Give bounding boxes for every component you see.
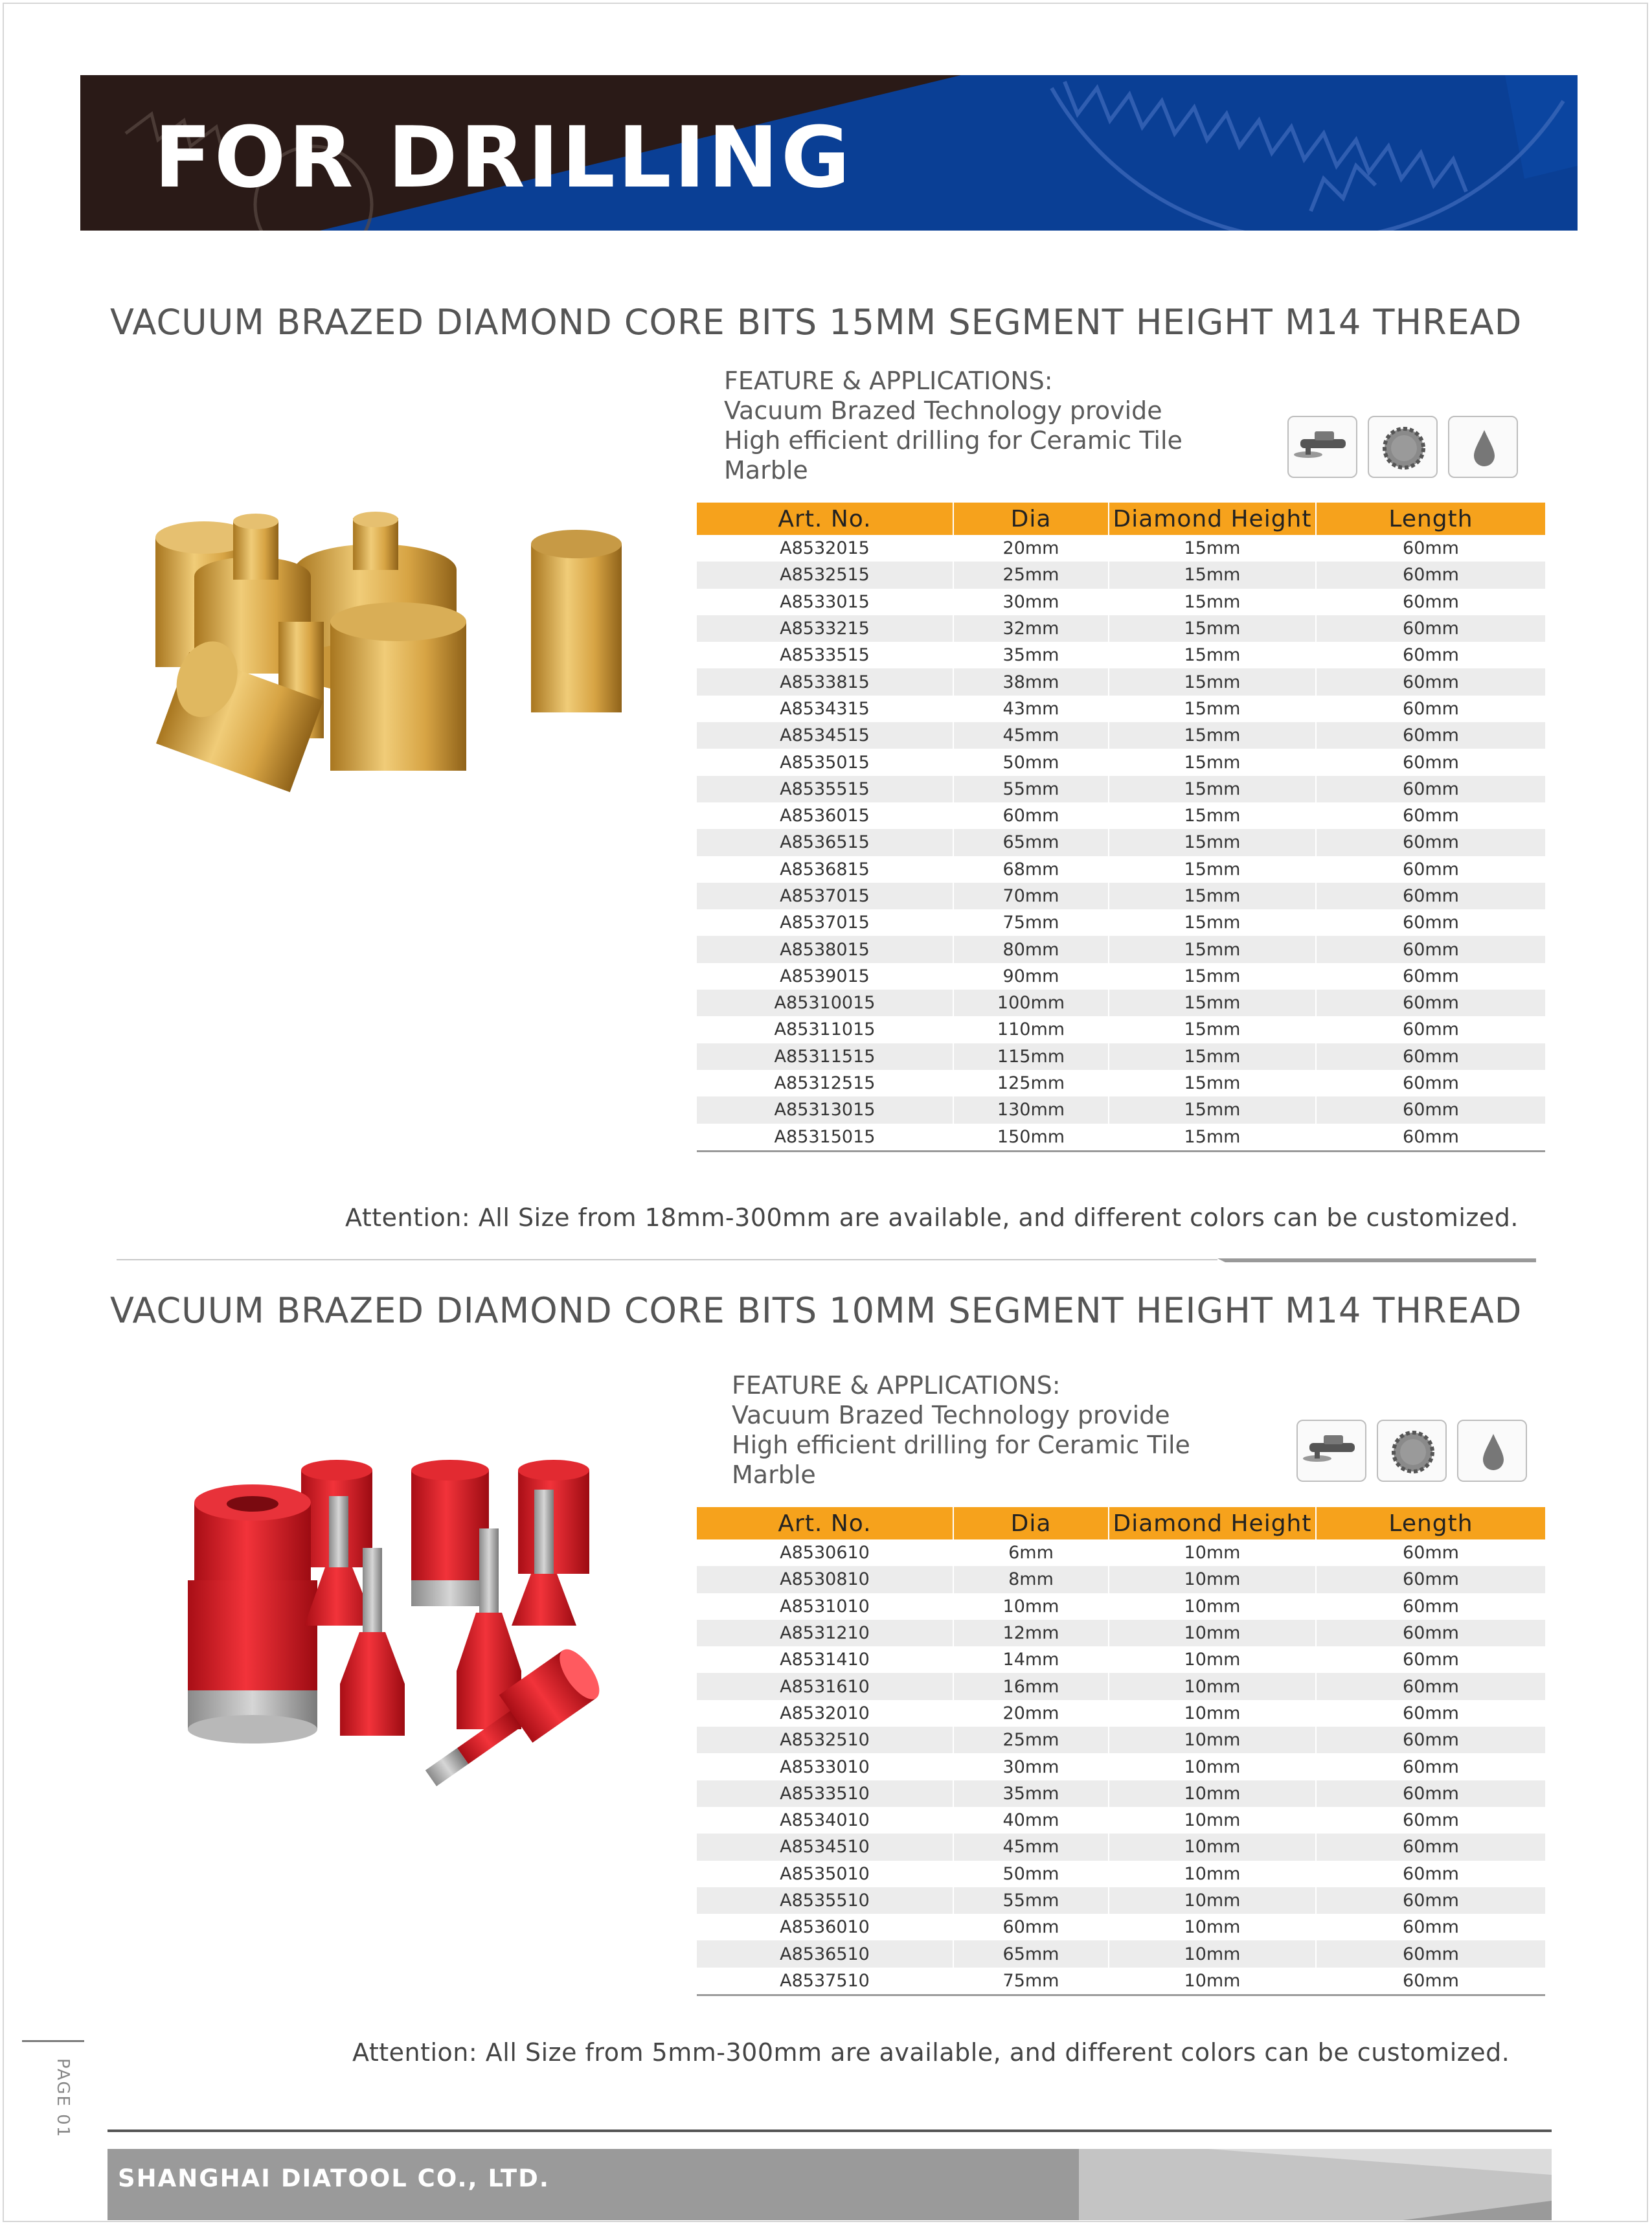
cell-dia: 50mm bbox=[953, 1861, 1109, 1887]
cell-length: 60mm bbox=[1316, 562, 1545, 588]
header-dia: Dia bbox=[953, 1507, 1109, 1539]
water-drop-icon bbox=[1457, 1420, 1527, 1482]
cell-dia: 12mm bbox=[953, 1620, 1109, 1646]
cell-length: 60mm bbox=[1316, 1753, 1545, 1780]
table-row bbox=[697, 1700, 1545, 1727]
cell-diamond-height: 10mm bbox=[1109, 1700, 1316, 1727]
cell-diamond-height: 15mm bbox=[1109, 668, 1316, 695]
cell-diamond-height: 10mm bbox=[1109, 1780, 1316, 1807]
table-row bbox=[697, 668, 1545, 695]
section-1-attention: Attention: All Size from 18mm-300mm are available, and different colors can be customized. bbox=[345, 1203, 1519, 1232]
cell-dia: 65mm bbox=[953, 829, 1109, 856]
features-line: High efficient drilling for Ceramic Tile bbox=[732, 1431, 1190, 1459]
saw-blade-icon bbox=[1377, 1420, 1447, 1482]
table-row bbox=[697, 909, 1545, 936]
cell-art-no: A8533010 bbox=[697, 1753, 953, 1780]
cell-diamond-height: 15mm bbox=[1109, 615, 1316, 642]
table-row bbox=[697, 1780, 1545, 1807]
cell-diamond-height: 10mm bbox=[1109, 1834, 1316, 1860]
cell-art-no: A85311015 bbox=[697, 1016, 953, 1043]
cell-length: 60mm bbox=[1316, 1940, 1545, 1967]
cell-art-no: A8533215 bbox=[697, 615, 953, 642]
cell-diamond-height: 15mm bbox=[1109, 936, 1316, 962]
cell-dia: 45mm bbox=[953, 722, 1109, 749]
features-line: High efficient drilling for Ceramic Tile bbox=[724, 426, 1182, 455]
cell-length: 60mm bbox=[1316, 722, 1545, 749]
table-row bbox=[697, 562, 1545, 588]
cell-art-no: A85310015 bbox=[697, 990, 953, 1016]
cell-diamond-height: 15mm bbox=[1109, 562, 1316, 588]
header-diamond-height: Diamond Height bbox=[1109, 1507, 1316, 1539]
section-1-features bbox=[724, 366, 1182, 485]
cell-art-no: A8533015 bbox=[697, 589, 953, 615]
cell-diamond-height: 10mm bbox=[1109, 1753, 1316, 1780]
cell-art-no: A8535510 bbox=[697, 1887, 953, 1914]
cell-dia: 35mm bbox=[953, 1780, 1109, 1807]
cell-art-no: A8536515 bbox=[697, 829, 953, 856]
cell-art-no: A8532515 bbox=[697, 562, 953, 588]
cell-art-no: A8534515 bbox=[697, 722, 953, 749]
cell-diamond-height: 15mm bbox=[1109, 1016, 1316, 1043]
cell-dia: 130mm bbox=[953, 1096, 1109, 1123]
section-1-table-body bbox=[697, 535, 1545, 1151]
cell-dia: 8mm bbox=[953, 1566, 1109, 1593]
cell-dia: 40mm bbox=[953, 1807, 1109, 1834]
cell-art-no: A85313015 bbox=[697, 1096, 953, 1123]
cell-dia: 68mm bbox=[953, 856, 1109, 883]
cell-dia: 65mm bbox=[953, 1940, 1109, 1967]
cell-art-no: A8534010 bbox=[697, 1807, 953, 1834]
cell-length: 60mm bbox=[1316, 776, 1545, 802]
cell-diamond-height: 15mm bbox=[1109, 642, 1316, 668]
cell-art-no: A8535010 bbox=[697, 1861, 953, 1887]
table-row bbox=[697, 802, 1545, 829]
cell-dia: 32mm bbox=[953, 615, 1109, 642]
cell-length: 60mm bbox=[1316, 1887, 1545, 1914]
cell-length: 60mm bbox=[1316, 1914, 1545, 1940]
cell-art-no: A8533510 bbox=[697, 1780, 953, 1807]
header-art-no: Art. No. bbox=[697, 503, 953, 535]
section-1-spec-table bbox=[697, 503, 1545, 1152]
banner-title: FOR DRILLING bbox=[154, 108, 853, 207]
cell-length: 60mm bbox=[1316, 990, 1545, 1016]
cell-dia: 6mm bbox=[953, 1539, 1109, 1566]
cell-diamond-height: 10mm bbox=[1109, 1673, 1316, 1699]
cell-diamond-height: 15mm bbox=[1109, 722, 1316, 749]
cell-dia: 43mm bbox=[953, 696, 1109, 722]
cell-art-no: A8537015 bbox=[697, 883, 953, 909]
cell-diamond-height: 15mm bbox=[1109, 802, 1316, 829]
cell-diamond-height: 15mm bbox=[1109, 829, 1316, 856]
red-core-bits-photo bbox=[181, 1451, 661, 1800]
header-length: Length bbox=[1316, 503, 1545, 535]
table-row bbox=[697, 1861, 1545, 1887]
table-row bbox=[697, 1673, 1545, 1699]
cell-dia: 75mm bbox=[953, 909, 1109, 936]
header-art-no: Art. No. bbox=[697, 1507, 953, 1539]
cell-length: 60mm bbox=[1316, 1834, 1545, 1860]
cell-length: 60mm bbox=[1316, 1539, 1545, 1566]
table-row bbox=[697, 749, 1545, 775]
table-row bbox=[697, 1914, 1545, 1940]
cell-dia: 50mm bbox=[953, 749, 1109, 775]
cell-art-no: A8535015 bbox=[697, 749, 953, 775]
angle-grinder-icon bbox=[1287, 416, 1357, 478]
page-label: PAGE 01 bbox=[53, 2058, 73, 2139]
cell-dia: 100mm bbox=[953, 990, 1109, 1016]
cell-art-no: A8537015 bbox=[697, 909, 953, 936]
cell-length: 60mm bbox=[1316, 696, 1545, 722]
cell-art-no: A8531610 bbox=[697, 1673, 953, 1699]
section-divider bbox=[117, 1258, 1536, 1262]
cell-dia: 60mm bbox=[953, 1914, 1109, 1940]
section-2-spec-table bbox=[697, 1507, 1545, 1996]
cell-dia: 20mm bbox=[953, 535, 1109, 562]
table-row bbox=[697, 1096, 1545, 1123]
cell-length: 60mm bbox=[1316, 963, 1545, 990]
table-row bbox=[697, 1940, 1545, 1967]
features-heading: FEATURE & APPLICATIONS: bbox=[732, 1371, 1061, 1400]
table-row bbox=[697, 1887, 1545, 1914]
cell-diamond-height: 10mm bbox=[1109, 1646, 1316, 1673]
footer-company: SHANGHAI DIATOOL CO., LTD. bbox=[118, 2164, 550, 2192]
cell-art-no: A8536015 bbox=[697, 802, 953, 829]
header-diamond-height: Diamond Height bbox=[1109, 503, 1316, 535]
table-row bbox=[697, 1124, 1545, 1152]
cell-diamond-height: 10mm bbox=[1109, 1620, 1316, 1646]
gold-core-bits-photo bbox=[142, 505, 635, 810]
table-row bbox=[697, 776, 1545, 802]
table-row bbox=[697, 1620, 1545, 1646]
cell-dia: 55mm bbox=[953, 1887, 1109, 1914]
cell-dia: 80mm bbox=[953, 936, 1109, 962]
cell-diamond-height: 10mm bbox=[1109, 1539, 1316, 1566]
cell-length: 60mm bbox=[1316, 642, 1545, 668]
cell-length: 60mm bbox=[1316, 1673, 1545, 1699]
cell-diamond-height: 15mm bbox=[1109, 963, 1316, 990]
cell-dia: 25mm bbox=[953, 562, 1109, 588]
cell-art-no: A8539015 bbox=[697, 963, 953, 990]
table-row bbox=[697, 1727, 1545, 1753]
cell-length: 60mm bbox=[1316, 1016, 1545, 1043]
cell-dia: 75mm bbox=[953, 1968, 1109, 1995]
cell-dia: 10mm bbox=[953, 1593, 1109, 1620]
cell-diamond-height: 15mm bbox=[1109, 535, 1316, 562]
cell-length: 60mm bbox=[1316, 909, 1545, 936]
table-row bbox=[697, 1646, 1545, 1673]
table-row bbox=[697, 1834, 1545, 1860]
table-row bbox=[697, 1070, 1545, 1096]
saw-blade-icon bbox=[1368, 416, 1438, 478]
table-row bbox=[697, 1593, 1545, 1620]
cell-diamond-height: 10mm bbox=[1109, 1914, 1316, 1940]
table-row bbox=[697, 1016, 1545, 1043]
cell-diamond-height: 15mm bbox=[1109, 990, 1316, 1016]
cell-diamond-height: 10mm bbox=[1109, 1727, 1316, 1753]
table-row bbox=[697, 642, 1545, 668]
cell-diamond-height: 15mm bbox=[1109, 883, 1316, 909]
cell-dia: 16mm bbox=[953, 1673, 1109, 1699]
cell-dia: 70mm bbox=[953, 883, 1109, 909]
cell-art-no: A8532015 bbox=[697, 535, 953, 562]
cell-diamond-height: 15mm bbox=[1109, 1096, 1316, 1123]
cell-dia: 115mm bbox=[953, 1043, 1109, 1070]
cell-dia: 55mm bbox=[953, 776, 1109, 802]
cell-art-no: A8530810 bbox=[697, 1566, 953, 1593]
cell-diamond-height: 15mm bbox=[1109, 1070, 1316, 1096]
table-row bbox=[697, 829, 1545, 856]
cell-art-no: A8531210 bbox=[697, 1620, 953, 1646]
cell-art-no: A8536010 bbox=[697, 1914, 953, 1940]
cell-art-no: A8531010 bbox=[697, 1593, 953, 1620]
cell-diamond-height: 10mm bbox=[1109, 1861, 1316, 1887]
cell-art-no: A8536510 bbox=[697, 1940, 953, 1967]
header-dia: Dia bbox=[953, 503, 1109, 535]
cell-diamond-height: 15mm bbox=[1109, 589, 1316, 615]
cell-length: 60mm bbox=[1316, 1646, 1545, 1673]
cell-art-no: A85311515 bbox=[697, 1043, 953, 1070]
cell-diamond-height: 15mm bbox=[1109, 776, 1316, 802]
cell-art-no: A8532510 bbox=[697, 1727, 953, 1753]
section-2-title: VACUUM BRAZED DIAMOND CORE BITS 10MM SEGMENT HEIGHT M14 THREAD bbox=[110, 1290, 1522, 1331]
cell-length: 60mm bbox=[1316, 535, 1545, 562]
cell-dia: 60mm bbox=[953, 802, 1109, 829]
cell-length: 60mm bbox=[1316, 1807, 1545, 1834]
table-row bbox=[697, 883, 1545, 909]
cell-dia: 38mm bbox=[953, 668, 1109, 695]
cell-length: 60mm bbox=[1316, 883, 1545, 909]
cell-length: 60mm bbox=[1316, 1727, 1545, 1753]
table-header-row bbox=[697, 1507, 1545, 1539]
table-row bbox=[697, 1566, 1545, 1593]
table-row bbox=[697, 856, 1545, 883]
cell-dia: 90mm bbox=[953, 963, 1109, 990]
table-header-row bbox=[697, 503, 1545, 535]
cell-art-no: A8533515 bbox=[697, 642, 953, 668]
cell-art-no: A8538015 bbox=[697, 936, 953, 962]
cell-length: 60mm bbox=[1316, 1700, 1545, 1727]
page-label-line bbox=[22, 2040, 84, 2042]
cell-diamond-height: 10mm bbox=[1109, 1940, 1316, 1967]
table-row bbox=[697, 963, 1545, 990]
table-row bbox=[697, 1043, 1545, 1070]
cell-diamond-height: 15mm bbox=[1109, 696, 1316, 722]
cell-length: 60mm bbox=[1316, 936, 1545, 962]
cell-diamond-height: 10mm bbox=[1109, 1566, 1316, 1593]
cell-length: 60mm bbox=[1316, 1096, 1545, 1123]
cell-length: 60mm bbox=[1316, 589, 1545, 615]
cell-length: 60mm bbox=[1316, 1070, 1545, 1096]
cell-length: 60mm bbox=[1316, 1968, 1545, 1995]
table-row bbox=[697, 990, 1545, 1016]
cell-dia: 30mm bbox=[953, 1753, 1109, 1780]
table-row bbox=[697, 589, 1545, 615]
features-line: Vacuum Brazed Technology provide bbox=[732, 1401, 1170, 1429]
cell-diamond-height: 15mm bbox=[1109, 1043, 1316, 1070]
cell-length: 60mm bbox=[1316, 829, 1545, 856]
features-line: Marble bbox=[732, 1460, 816, 1489]
cell-dia: 14mm bbox=[953, 1646, 1109, 1673]
cell-length: 60mm bbox=[1316, 802, 1545, 829]
cell-art-no: A8534315 bbox=[697, 696, 953, 722]
cell-length: 60mm bbox=[1316, 1780, 1545, 1807]
cell-dia: 150mm bbox=[953, 1124, 1109, 1152]
cell-diamond-height: 10mm bbox=[1109, 1807, 1316, 1834]
cell-length: 60mm bbox=[1316, 615, 1545, 642]
cell-diamond-height: 10mm bbox=[1109, 1968, 1316, 1995]
cell-art-no: A8536815 bbox=[697, 856, 953, 883]
cell-length: 60mm bbox=[1316, 1593, 1545, 1620]
cell-art-no: A8534510 bbox=[697, 1834, 953, 1860]
cell-diamond-height: 15mm bbox=[1109, 909, 1316, 936]
section-2-table-body bbox=[697, 1539, 1545, 1995]
cell-art-no: A8530610 bbox=[697, 1539, 953, 1566]
table-row bbox=[697, 936, 1545, 962]
table-row bbox=[697, 1753, 1545, 1780]
cell-art-no: A8537510 bbox=[697, 1968, 953, 1995]
cell-diamond-height: 10mm bbox=[1109, 1887, 1316, 1914]
features-line: Vacuum Brazed Technology provide bbox=[724, 396, 1162, 425]
cell-diamond-height: 15mm bbox=[1109, 749, 1316, 775]
table-row bbox=[697, 722, 1545, 749]
cell-dia: 20mm bbox=[953, 1700, 1109, 1727]
section-1-title: VACUUM BRAZED DIAMOND CORE BITS 15MM SEGMENT HEIGHT M14 THREAD bbox=[110, 302, 1522, 343]
cell-art-no: A8531410 bbox=[697, 1646, 953, 1673]
cell-dia: 45mm bbox=[953, 1834, 1109, 1860]
cell-diamond-height: 15mm bbox=[1109, 1124, 1316, 1152]
section-2-features bbox=[732, 1370, 1190, 1490]
cell-length: 60mm bbox=[1316, 1620, 1545, 1646]
cell-dia: 35mm bbox=[953, 642, 1109, 668]
features-heading: FEATURE & APPLICATIONS: bbox=[724, 367, 1053, 395]
cell-length: 60mm bbox=[1316, 1124, 1545, 1152]
table-row bbox=[697, 696, 1545, 722]
table-row bbox=[697, 615, 1545, 642]
cell-length: 60mm bbox=[1316, 1566, 1545, 1593]
cell-dia: 125mm bbox=[953, 1070, 1109, 1096]
cell-art-no: A85315015 bbox=[697, 1124, 953, 1152]
cell-art-no: A85312515 bbox=[697, 1070, 953, 1096]
cell-dia: 110mm bbox=[953, 1016, 1109, 1043]
cell-art-no: A8532010 bbox=[697, 1700, 953, 1727]
cell-length: 60mm bbox=[1316, 1861, 1545, 1887]
table-row bbox=[697, 1807, 1545, 1834]
cell-length: 60mm bbox=[1316, 856, 1545, 883]
section-2-attention: Attention: All Size from 5mm-300mm are available, and different colors can be customized. bbox=[352, 2038, 1510, 2067]
table-row bbox=[697, 535, 1545, 562]
cell-diamond-height: 15mm bbox=[1109, 856, 1316, 883]
cell-diamond-height: 10mm bbox=[1109, 1593, 1316, 1620]
cell-dia: 25mm bbox=[953, 1727, 1109, 1753]
table-row bbox=[697, 1539, 1545, 1566]
cell-length: 60mm bbox=[1316, 1043, 1545, 1070]
header-length: Length bbox=[1316, 1507, 1545, 1539]
cell-length: 60mm bbox=[1316, 749, 1545, 775]
angle-grinder-icon bbox=[1296, 1420, 1366, 1482]
features-line: Marble bbox=[724, 456, 808, 484]
water-drop-icon bbox=[1448, 416, 1518, 478]
cell-art-no: A8533815 bbox=[697, 668, 953, 695]
cell-art-no: A8535515 bbox=[697, 776, 953, 802]
table-row bbox=[697, 1968, 1545, 1995]
cell-dia: 30mm bbox=[953, 589, 1109, 615]
cell-length: 60mm bbox=[1316, 668, 1545, 695]
